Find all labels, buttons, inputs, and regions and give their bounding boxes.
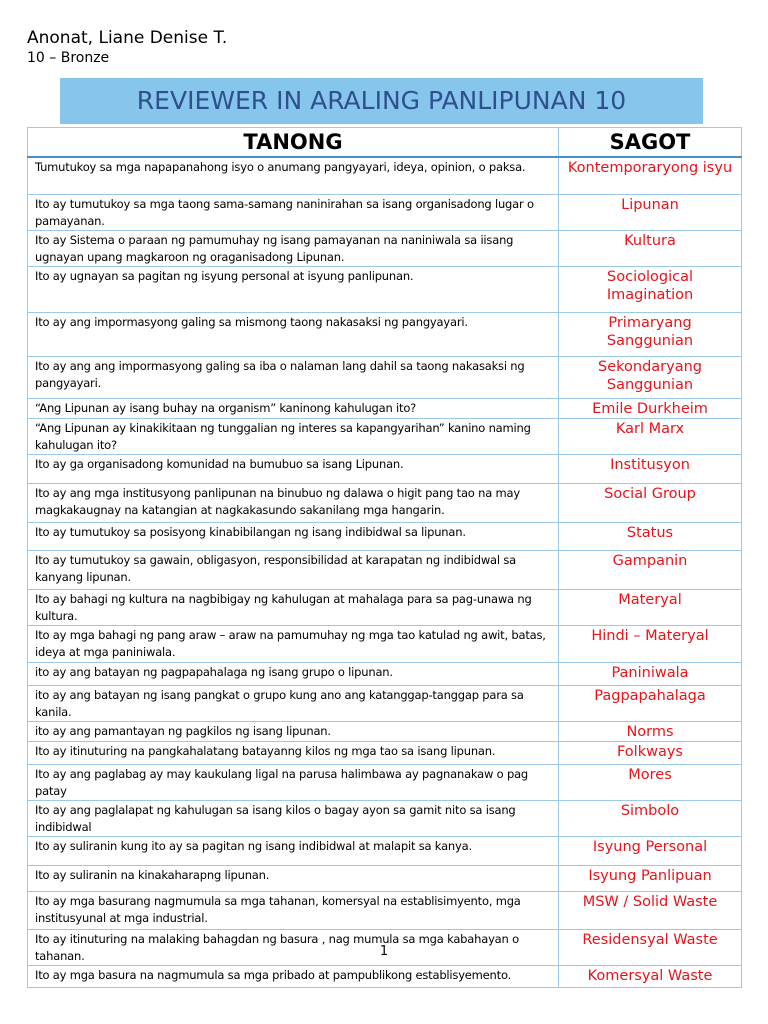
title-banner: REVIEWER IN ARALING PANLIPUNAN 10 xyxy=(60,78,703,124)
table-row xyxy=(28,266,742,312)
answer-cell: Isyung Panlipuan xyxy=(559,865,742,891)
question-cell: Ito ay ga organisadong komunidad na bumubuo sa isang Lipunan. xyxy=(28,454,559,483)
question-cell: Ito ay suliranin kung ito ay sa pagitan ng isang indibidwal at malapit sa kanya. xyxy=(28,836,559,865)
answer-cell: Paniniwala xyxy=(559,662,742,685)
question-cell: Ito ay ang ang impormasyong galing sa iba o nalaman lang dahil sa taong nakasaksi ng pangyayari. xyxy=(28,356,559,398)
answer-cell: Kultura xyxy=(559,230,742,266)
question-cell: Tumutukoy sa mga napapanahong isyo o anumang pangyayari, ideya, opinion, o paksa. xyxy=(28,157,559,194)
table-row xyxy=(28,741,742,764)
reviewer-table xyxy=(27,127,742,988)
table-row xyxy=(28,800,742,836)
question-cell: Ito ay itinuturing na malaking bahagdan ng basura , nag mumula sa mga kabahayan o tahanan. xyxy=(28,929,559,965)
question-cell: Ito ay mga bahagi ng pang araw – araw na pamumuhay ng mga tao katulad ng awit, batas, ideya at mga paniniwala. xyxy=(28,625,559,662)
answer-cell: Emile Durkheim xyxy=(559,398,742,418)
answer-cell: Kontemporaryong isyu xyxy=(559,157,742,194)
answer-cell: Gampanin xyxy=(559,550,742,589)
question-cell: Ito ay suliranin na kinakaharapng lipunan. xyxy=(28,865,559,891)
answer-cell: Folkways xyxy=(559,741,742,764)
table-row xyxy=(28,836,742,865)
table-row xyxy=(28,418,742,454)
question-column-header: TANONG xyxy=(28,128,559,158)
table-row xyxy=(28,662,742,685)
answer-cell: Materyal xyxy=(559,589,742,625)
table-row xyxy=(28,522,742,550)
question-cell: Ito ay mga basura na nagmumula sa mga pribado at pampublikong establisyemento. xyxy=(28,965,559,987)
answer-cell: Lipunan xyxy=(559,194,742,230)
table-row xyxy=(28,194,742,230)
question-cell: “Ang Lipunan ay isang buhay na organism” kaninong kahulugan ito? xyxy=(28,398,559,418)
answer-cell: Residensyal Waste xyxy=(559,929,742,965)
question-cell: Ito ay ang mga institusyong panlipunan na binubuo ng dalawa o higit pang tao na may magkakaugnay na katangian at nagkakasundo sakanilang mga hangarin. xyxy=(28,483,559,522)
answer-cell: Komersyal Waste xyxy=(559,965,742,987)
answer-cell: Norms xyxy=(559,721,742,741)
answer-cell: Primaryang Sanggunian xyxy=(559,312,742,356)
question-cell: ito ay ang pamantayan ng pagkilos ng isang lipunan. xyxy=(28,721,559,741)
answer-cell: Hindi – Materyal xyxy=(559,625,742,662)
question-cell: “Ang Lipunan ay kinakikitaan ng tunggalian ng interes sa kapangyarihan” kanino naming kahulugan ito? xyxy=(28,418,559,454)
table-row xyxy=(28,454,742,483)
table-row xyxy=(28,157,742,194)
question-cell: Ito ay ugnayan sa pagitan ng isyung personal at isyung panlipunan. xyxy=(28,266,559,312)
grade-section: 10 – Bronze xyxy=(27,50,110,66)
question-cell: Ito ay ang paglabag ay may kaukulang ligal na parusa halimbawa ay pagnanakaw o pag patay xyxy=(28,764,559,800)
answer-cell: Sekondaryang Sanggunian xyxy=(559,356,742,398)
question-cell: Ito ay Sistema o paraan ng pamumuhay ng isang pamayanan na naniniwala sa iisang ugnayan upang magkaroon ng oraganisadong Lipunan. xyxy=(28,230,559,266)
table-row xyxy=(28,721,742,741)
table-row xyxy=(28,589,742,625)
question-cell: Ito ay tumutukoy sa gawain, obligasyon, responsibilidad at karapatan ng indibidwal sa kanyang lipunan. xyxy=(28,550,559,589)
table-row xyxy=(28,398,742,418)
table-row xyxy=(28,483,742,522)
answer-cell: Isyung Personal xyxy=(559,836,742,865)
table-row xyxy=(28,865,742,891)
answer-column-header: SAGOT xyxy=(559,128,742,158)
question-cell: Ito ay itinuturing na pangkahalatang batayanng kilos ng mga tao sa isang lipunan. xyxy=(28,741,559,764)
question-cell: ito ay ang batayan ng pagpapahalaga ng isang grupo o lipunan. xyxy=(28,662,559,685)
table-row xyxy=(28,764,742,800)
answer-cell: Mores xyxy=(559,764,742,800)
answer-cell: Pagpapahalaga xyxy=(559,685,742,721)
table-row xyxy=(28,230,742,266)
question-cell: Ito ay tumutukoy sa posisyong kinabibilangan ng isang indibidwal sa lipunan. xyxy=(28,522,559,550)
answer-cell: Status xyxy=(559,522,742,550)
answer-cell: Simbolo xyxy=(559,800,742,836)
answer-cell: Karl Marx xyxy=(559,418,742,454)
question-cell: ito ay ang batayan ng isang pangkat o grupo kung ano ang katanggap-tanggap para sa kanila. xyxy=(28,685,559,721)
table-row xyxy=(28,550,742,589)
page-number: 1 xyxy=(379,944,389,959)
question-cell: Ito ay mga basurang nagmumula sa mga tahanan, komersyal na establisimyento, mga institusyunal at mga industrial. xyxy=(28,891,559,929)
table-row xyxy=(28,312,742,356)
question-cell: Ito ay ang impormasyong galing sa mismong taong nakasaksi ng pangyayari. xyxy=(28,312,559,356)
answer-cell: Institusyon xyxy=(559,454,742,483)
answer-cell: Social Group xyxy=(559,483,742,522)
question-cell: Ito ay ang paglalapat ng kahulugan sa isang kilos o bagay ayon sa gamit nito sa isang indibidwal xyxy=(28,800,559,836)
table-row xyxy=(28,356,742,398)
question-cell: Ito ay tumutukoy sa mga taong sama-samang naninirahan sa isang organisadong lugar o pamayanan. xyxy=(28,194,559,230)
table-row xyxy=(28,685,742,721)
student-name: Anonat, Liane Denise T. xyxy=(27,28,228,48)
answer-cell: MSW / Solid Waste xyxy=(559,891,742,929)
table-header-row xyxy=(28,128,742,158)
table-row xyxy=(28,965,742,987)
table-row xyxy=(28,891,742,929)
table-row xyxy=(28,625,742,662)
question-cell: Ito ay bahagi ng kultura na nagbibigay ng kahulugan at mahalaga para sa pag-unawa ng kultura. xyxy=(28,589,559,625)
answer-cell: Sociological Imagination xyxy=(559,266,742,312)
